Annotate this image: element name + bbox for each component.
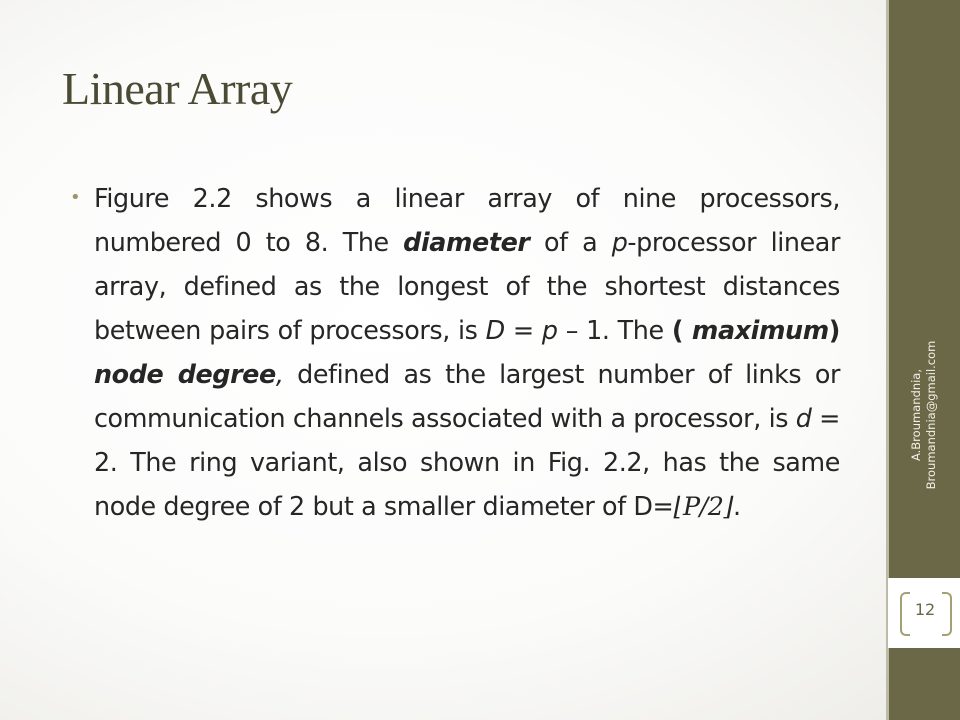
slide-number: 12 [914, 600, 936, 619]
text-run: – 1. The [557, 315, 672, 345]
author-name: A.Broumandnia, [909, 368, 923, 462]
text-run: -processor linear array, defined as the longest of the shortest distances between pairs of processors, is [94, 227, 840, 345]
emphasis-maximum: maximum [691, 315, 829, 345]
bullet-item [70, 176, 840, 528]
text-run: . [733, 491, 741, 521]
bullet-marker: • [70, 187, 81, 208]
slide-title: Linear Array [62, 63, 293, 114]
math-floor-expression: ⌊P/2⌋ [673, 491, 734, 521]
emphasis-node-degree: node degree [94, 359, 276, 389]
var-p: p [541, 315, 558, 345]
paren-close: ) [828, 315, 840, 345]
bullet-text [94, 176, 840, 528]
text-run: defined as the largest number of links or communication channels associated with a processor, is [94, 359, 840, 433]
text-run: of a [529, 227, 612, 257]
comma: , [275, 359, 284, 389]
emphasis-diameter: diameter [403, 227, 530, 257]
paren-open: ( [671, 315, 692, 345]
var-p: p [611, 227, 628, 257]
text-run: = [504, 315, 542, 345]
author-attribution [909, 341, 939, 490]
var-D: D [485, 315, 505, 345]
text-run: Figure 2.2 shows a linear array of nine processors, numbered 0 to 8. The [94, 183, 840, 257]
slide-body [70, 176, 840, 528]
author-email: Broumandnia@gmail.com [924, 340, 938, 490]
var-d: d [795, 403, 812, 433]
text-run: = 2. The ring variant, also shown in Fig. 2.2, has the same node degree of 2 but a smaller diameter of D= [94, 403, 841, 521]
